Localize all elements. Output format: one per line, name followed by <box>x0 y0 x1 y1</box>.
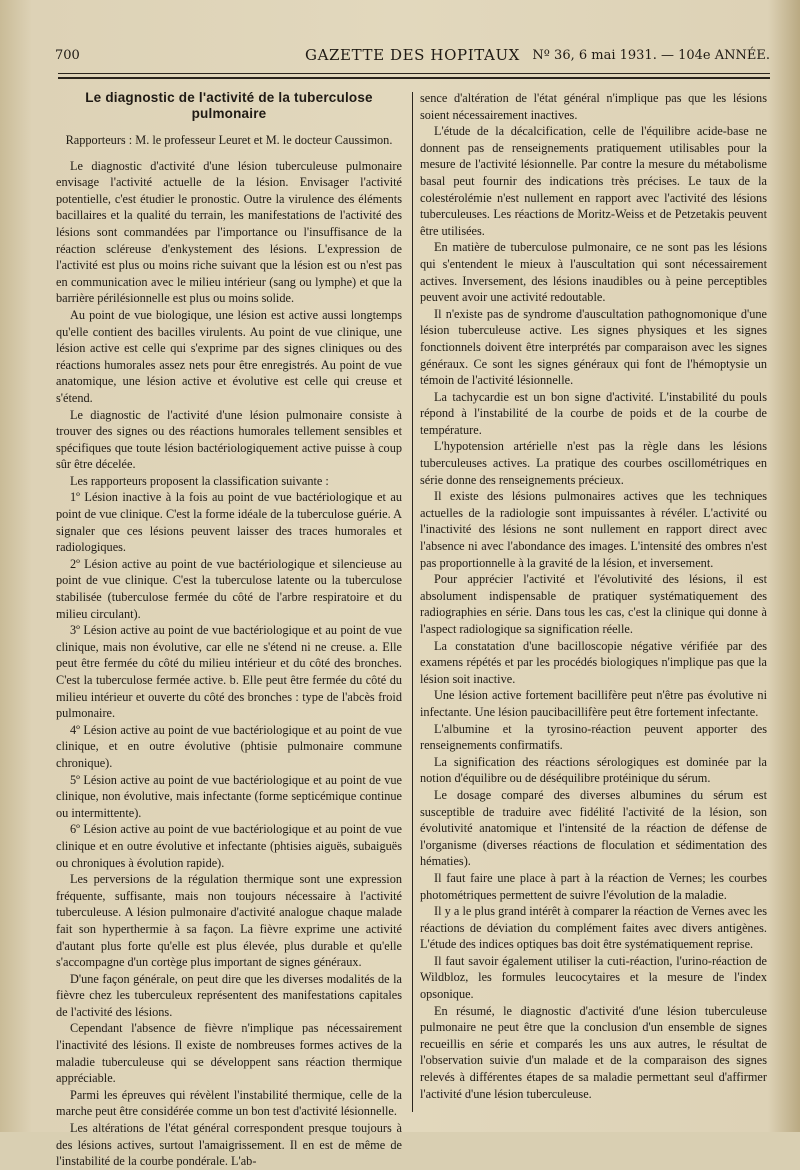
rapporteurs-line: Rapporteurs : M. le professeur Leuret et M. le docteur Caussimon. <box>65 133 393 147</box>
page-header <box>55 46 770 68</box>
paragraph: Au point de vue biologique, une lésion est active aussi longtemps qu'elle contient des bacilles virulents. Au point de vue clinique, une lésion active est celle qui s'exprime par des signes cliniques ou des réactions humorales assez nets pour être enregistrés. Au point de vue anatomique, une lésion active et évolutive est celle qui creuse et s'étend. <box>56 307 402 405</box>
paragraph: L'étude de la décalcification, celle de l'équilibre acide-base ne donnent pas de renseignements pratiquement utilisables pour la mesure de l'activité lésionnelle. Par contre la mesure du métabolisme basal peut fournir des indications très précises. Le taux de la colestérolémie n'est nullement en rapport avec l'activité des lésions tuberculeuses. Les réactions de Moritz-Weiss et de Petzetakis peuvent être utilisées. <box>420 124 767 238</box>
paragraph: Parmi les épreuves qui révèlent l'instabilité thermique, celle de la marche peut être considérée comme un bon test d'activité lésionnelle. <box>56 1087 402 1119</box>
column-divider <box>412 92 413 1112</box>
paragraph: 2º Lésion active au point de vue bactériologique et silencieuse au point de vue clinique. C'est la tuberculose latente ou la tuberculose stabilisée (tuberculose fermée du côté de l'arbre respiratoire et du milieu circulant). <box>56 556 402 621</box>
article-title: Le diagnostic de l'activité de la tuberculose pulmonaire <box>85 90 373 121</box>
paragraph: Une lésion active fortement bacillifère peut n'être pas évolutive ni infectante. Une lésion paucibacillifère peut être fortement infectante. <box>420 688 767 719</box>
issue-info: Nº 36, 6 mai 1931. — 104e ANNÉE. <box>532 48 770 63</box>
paragraph: Il existe des lésions pulmonaires actives que les techniques actuelles de la radiologie sont impuissantes à révéler. L'activité ou l'inactivité des lésions ne sont nullement en rapport direct avec l'absence ni avec l'abondance des images. L'intensité des ombres n'est pas proportionnelle à la gravité de la lésion, et inversement. <box>420 489 767 570</box>
header-rule <box>58 73 770 74</box>
paragraph: En résumé, le diagnostic d'activité d'une lésion tuberculeuse pulmonaire ne peut être que la conclusion d'un ensemble de signes recueillis en série et comparés les uns aux autres, le résultat de l'observation suivie d'un malade et de la comparaison des signes relevés à différentes étapes de sa maladie permettant seul d'affirmer l'activité d'une lésion tuberculeuse. <box>420 1003 767 1101</box>
paragraph: Les perversions de la régulation thermique sont une expression fréquente, suffisante, mais non toujours nécessaire à l'activité tuberculeuse. A lésion pulmonaire d'activité analogue chaque malade fait son hyperthermie à sa façon. La fièvre exprime une activité d'autant plus forte qu'elle est plus élevée, plus durable et qu'elle s'accompagne d'un cortège plus important de signes généraux. <box>56 872 402 970</box>
paragraph: Le dosage comparé des diverses albumines du sérum est susceptible de traduire avec fidélité l'activité de la lésion, son évolutivité anatomique et l'intensité de la réaction de défense de l'organisme (diverses réactions de floculation et sédimentation des hématies). <box>420 787 767 869</box>
paragraph: Cependant l'absence de fièvre n'implique pas nécessairement l'inactivité des lésions. Il existe de nombreuses formes actives de la maladie tuberculeuse qui se développent sans réaction thermique appréciable. <box>56 1021 402 1086</box>
paragraph: Il faut savoir également utiliser la cuti-réaction, l'urino-réaction de Wildbloz, les formules leucocytaires et la mesure de l'index opsonique. <box>420 953 767 1002</box>
paragraph: Le diagnostic d'activité d'une lésion tuberculeuse pulmonaire envisage l'activité actuelle de la lésion. Envisager l'activité potentielle, c'est étudier le pronostic. Outre la virulence des éléments bacillaires et la qualité du terrain, les manifestations de l'activité des lésions sont commandées par l'importance ou l'insuffisance de la réaction scléreuse d'enkystement des lésions. L'expression de l'activité est plus ou moins riche suivant que la lésion est ou n'est pas en communication avec le milieu intérieur (sang ou lymphe) et que la barrière périlésionnelle est plus ou moins solide. <box>56 158 402 306</box>
paragraph: L'albumine et la tyrosino-réaction peuvent apporter des renseignements confirmatifs. <box>420 721 767 753</box>
paragraph: sence d'altération de l'état général n'implique pas que les lésions soient nécessairement inactives. <box>420 91 767 122</box>
paragraph: Le diagnostic de l'activité d'une lésion pulmonaire consiste à trouver des signes ou des réactions humorales tellement sensibles et spécifiques que toute lésion bactériologiquement active puisse à coup sûr être décelée. <box>56 407 402 472</box>
paragraph: Pour apprécier l'activité et l'évolutivité des lésions, il est absolument indispensable de pratiquer systématiquement des radiographies en série. Dans tous les cas, c'est la clinique qui donne à l'aspect radiologique sa signification réelle. <box>420 572 767 636</box>
paragraph: 4º Lésion active au point de vue bactériologique et au point de vue clinique, et en outre évolutive (phtisie pulmonaire commune chronique). <box>56 722 402 770</box>
left-column-body <box>56 158 402 1170</box>
paragraph: Les altérations de l'état général correspondent presque toujours à des lésions actives, surtout l'amaigrissement. Il en est de même de l'instabilité de la courbe pondérale. L'ab- <box>56 1121 402 1169</box>
header-rule-thick <box>58 77 770 79</box>
left-column <box>56 90 402 1170</box>
paragraph: 6º Lésion active au point de vue bactériologique et au point de vue clinique et en outre évolutive et infectante (phtisies aiguës, subaiguës ou chroniques à évolution rapide). <box>56 822 402 870</box>
paragraph: La tachycardie est un bon signe d'activité. L'instabilité du pouls répond à l'instabilité de la courbe de poids et de la courbe de température. <box>420 389 767 437</box>
journal-title: GAZETTE DES HOPITAUX <box>305 46 520 64</box>
paragraph: En matière de tuberculose pulmonaire, ce ne sont pas les lésions qui s'entendent le mieux à l'auscultation qui sont nécessairement actives. Inversement, des lésions inaudibles ou à peine perceptibles peuvent avoir une activité redoutable. <box>420 240 767 305</box>
page-number: 700 <box>55 48 80 63</box>
paragraph: Les rapporteurs proposent la classification suivante : <box>70 473 329 488</box>
paragraph: L'hypotension artérielle n'est pas la règle dans les lésions tuberculeuses actives. La pratique des courbes oscillométriques en série donne des renseignements précieux. <box>420 439 767 487</box>
paragraph: D'une façon générale, on peut dire que les diverses modalités de la fièvre chez les tuberculeux représentent des manifestations capitales de l'activité des lésions. <box>56 971 402 1019</box>
paragraph: 3º Lésion active au point de vue bactériologique et au point de vue clinique, mais non évolutive, car elle ne s'étend ni ne creuse. a. Elle peut être fermée du côté du milieu intérieur et du côté des bronches. C'est la tuberculose fermée active. b. Elle peut être fermée du côté du milieu intérieur et ouverte du côté des bronches : type de l'abcès froid pulmonaire. <box>56 623 402 721</box>
paragraph: La constatation d'une bacilloscopie négative vérifiée par des examens répétés et par les procédés biologiques n'implique pas que la lésion soit inactive. <box>420 638 767 686</box>
paragraph: La signification des réactions sérologiques est dominée par la notion d'équilibre ou de déséquilibre protéinique du sérum. <box>420 754 767 786</box>
paragraph: Il y a le plus grand intérêt à comparer la réaction de Vernes avec les réactions de déviation du complément faites avec divers antigènes. L'étude des indices optiques bas doit être systématiquement reprise. <box>420 904 767 952</box>
paragraph: 1º Lésion inactive à la fois au point de vue bactériologique et au point de vue clinique. C'est la forme idéale de la tuberculose guérie. A signaler que ces lésions peuvent laisser des traces humorales et radiologiques. <box>56 490 402 555</box>
right-column <box>420 90 767 1102</box>
right-column-body <box>420 90 767 1102</box>
paragraph: 5º Lésion active au point de vue bactériologique et au point de vue clinique, non évolutive, mais infectante (forme septicémique continue ou intermittente). <box>56 772 402 820</box>
paragraph: Il faut faire une place à part à la réaction de Vernes; les courbes photométriques permettent de suivre l'évolution de la maladie. <box>420 870 767 902</box>
paragraph: Il n'existe pas de syndrome d'auscultation pathognomonique d'une lésion tuberculeuse active. Les signes physiques et les signes fonctionnels doivent être interprétés par comparaison avec les signes généraux. Ce sont les signes généraux qui font de l'hémoptysie un témoin de l'activité lésionnelle. <box>420 306 767 388</box>
